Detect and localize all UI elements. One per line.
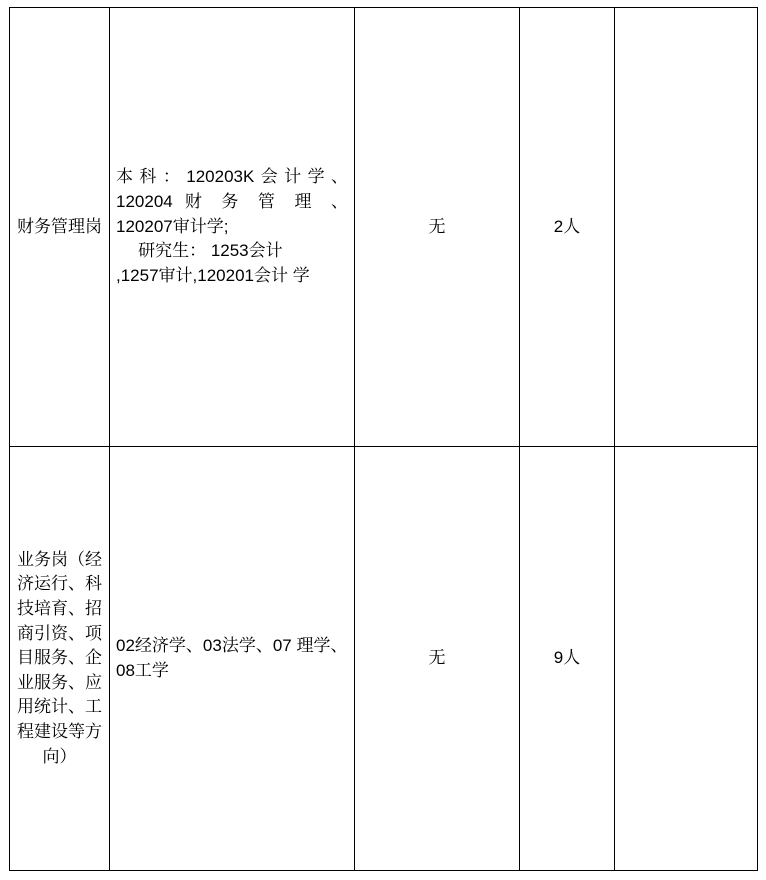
cell-headcount: 2人 [520,8,615,447]
cell-post: 财务管理岗 [10,8,110,447]
cell-post: 业务岗（经济运行、科技培育、招商引资、项目服务、企业服务、应用统计、工程建设等方向） [10,447,110,871]
cell-headcount: 9人 [520,447,615,871]
cell-major [110,8,355,447]
cell-extra [615,447,758,871]
major-line: 学 [292,265,310,285]
major-line: ,1257审计,120201会计 [116,265,288,285]
cell-major [110,447,355,871]
cell-extra [615,8,758,447]
document-page [0,7,766,880]
major-line: 本科：120203K会计学、 [116,167,348,187]
position-table [9,7,758,871]
major-line: 02经济学、03法学、07 [116,635,292,655]
cell-other-requirement: 无 [355,447,520,871]
major-line: 研究生： 1253会计 [138,241,283,261]
major-line: 理学、08工学 [116,635,348,680]
table-row [10,8,758,447]
major-line: 120204 财 务 管 理 、 [116,192,348,212]
table-row [10,447,758,871]
major-line: 120207审计学; [116,216,229,236]
cell-other-requirement: 无 [355,8,520,447]
